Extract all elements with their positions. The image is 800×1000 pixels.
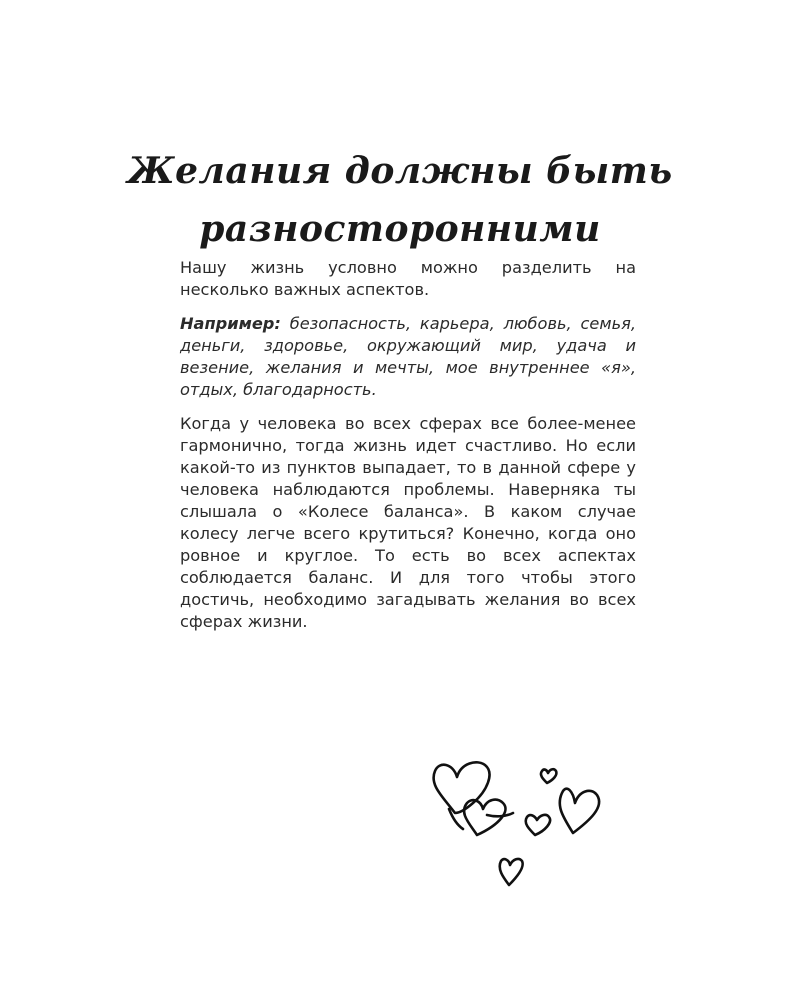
heart-bottom-icon bbox=[500, 859, 523, 885]
aspects-paragraph bbox=[180, 313, 636, 401]
example-lead: Например: bbox=[180, 314, 281, 333]
intro-paragraph: Нашу жизнь условно можно разделить на несколько важных аспектов. bbox=[180, 258, 636, 299]
balance-paragraph: Когда у человека во всех сферах все более-менее гармонично, тогда жизнь идет счастливо. Но если какой-то из пунктов выпадает, то в данной сфере у человека наблюдаются проблемы. Наверняка ты слышала о «Колесе баланса». В каком случае колесу легче всего крутиться? Конечно, когда оно ровное и круглое. То есть во всех аспектах соблюдается баланс. И для того чтобы этого достичь, необходимо загадывать желания во всех сферах жизни. bbox=[180, 414, 636, 631]
heart-tiny-icon bbox=[541, 769, 556, 783]
title-line-1: Желания должны быть bbox=[127, 150, 673, 193]
heart-small-icon bbox=[526, 815, 550, 835]
body-text bbox=[180, 257, 636, 645]
hand-drawn-hearts-icon bbox=[425, 755, 615, 890]
title-line-2: разносторонними bbox=[199, 208, 601, 251]
heart-right-icon bbox=[560, 789, 599, 833]
page-title bbox=[0, 142, 800, 258]
aspects-list: безопасность, карьера, любовь, семья, деньги, здоровье, окружающий мир, удача и везение, желания и мечты, мое внутреннее «я», отдых, благодарность. bbox=[180, 314, 637, 399]
